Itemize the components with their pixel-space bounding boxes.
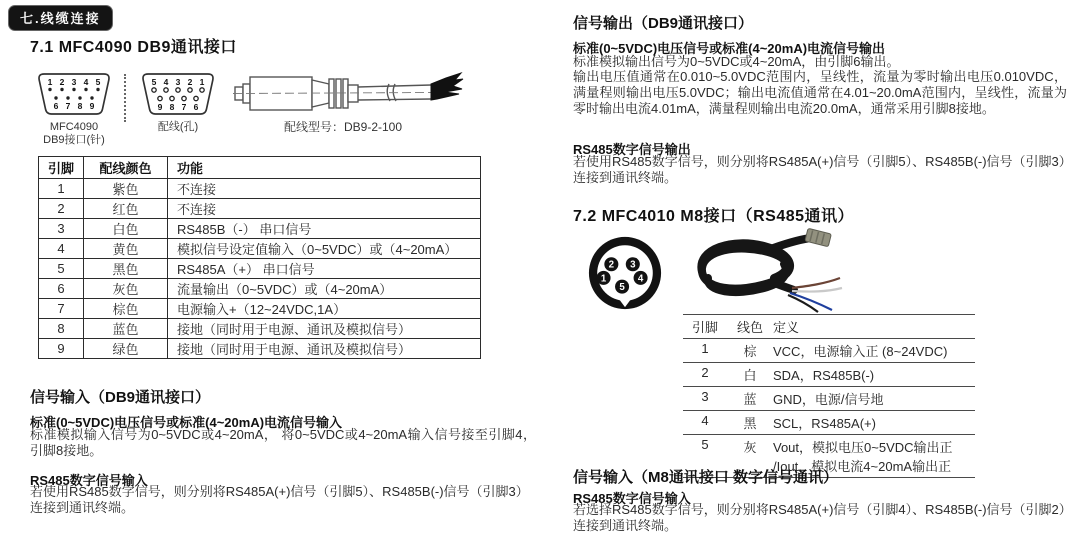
db9-pin-table xyxy=(38,156,481,359)
db9-cable-drawing xyxy=(233,66,465,120)
m8-connector-diagram xyxy=(586,233,664,313)
col-header-pin: 引脚 xyxy=(39,157,84,179)
socket-number: 2 xyxy=(187,77,193,87)
heading-7-1: 7.1 MFC4090 DB9通讯接口 xyxy=(30,39,237,56)
cell-color: 蓝色 xyxy=(84,319,168,339)
cell-color: 黑色 xyxy=(84,259,168,279)
cell-color: 紫色 xyxy=(84,179,168,199)
cell-pin: 6 xyxy=(39,279,84,299)
cell-pin: 1 xyxy=(683,339,727,363)
cell-function: 流量输出（0~5VDC）或（4~20mA） xyxy=(168,279,481,299)
cell-function: 不连接 xyxy=(168,179,481,199)
analog-input-body: 标准模拟输入信号为0~5VDC或4~20mA， 将0~5VDC或4~20mA输入信号接至引脚4，引脚8接地。 xyxy=(30,427,536,458)
m8-cable-photo xyxy=(672,226,848,314)
socket-number: 8 xyxy=(169,102,175,112)
db9-female-connector-diagram xyxy=(140,72,216,118)
m8-rs485-input-body: 若选择RS485数字信号，则分别将RS485A(+)信号（引脚4）、RS485B(-)信号（引脚2）连接到通讯终端。 xyxy=(573,502,1072,533)
table-row xyxy=(39,219,481,239)
cell-pin: 4 xyxy=(683,411,727,435)
cell-color: 灰色 xyxy=(84,279,168,299)
wire-brown xyxy=(792,278,840,288)
pin-number: 8 xyxy=(77,101,83,111)
table-row xyxy=(39,199,481,219)
analog-output-par: 输出电压值通常在0.010~5.0VDC范围内，呈线性，流量为零时输出电压0.010VDC，满量程则输出电压5.0VDC；输出电流值通常在4.01~20.0mA范围内，呈线性，流量为零时输出电流4.01mA，满量程则输出电流20.0mA，通常采用引脚8接地。 xyxy=(573,69,1067,116)
socket-number: 6 xyxy=(193,102,199,112)
m8-col-header-pin: 引脚 xyxy=(683,315,727,339)
col-header-function: 功能 xyxy=(168,157,481,179)
cell-def: GND，电源/信号地 xyxy=(773,387,975,411)
m8-rs485-input-heading: RS485数字信号输入 xyxy=(573,491,691,506)
dotted-separator xyxy=(124,74,126,122)
signal-output-db9-title: 信号输出（DB9通讯接口） xyxy=(573,15,754,32)
m8-pin-number: 3 xyxy=(630,259,636,271)
socket-number: 7 xyxy=(181,102,187,112)
pin-number: 7 xyxy=(65,101,71,111)
db9-male-label-line1: MFC4090 xyxy=(49,121,99,133)
section-badge: 七.线缆连接 xyxy=(8,5,113,31)
cell-pin: 8 xyxy=(39,319,84,339)
table-row xyxy=(39,279,481,299)
analog-output-line1: 标准模拟输出信号为0~5VDC或4~20mA，由引脚6输出。 xyxy=(573,54,900,69)
m8-pin-table xyxy=(683,314,975,478)
wire-white xyxy=(792,288,842,292)
table-row xyxy=(39,299,481,319)
socket-number: 5 xyxy=(151,77,157,87)
table-header-row xyxy=(683,315,975,339)
cell-color: 黄色 xyxy=(84,239,168,259)
cell-function: 不连接 xyxy=(168,199,481,219)
socket-number: 1 xyxy=(199,77,205,87)
cell-color: 灰 xyxy=(727,435,773,478)
cable-model-label: 配线型号：DB9-2-100 xyxy=(284,120,403,134)
table-row xyxy=(39,179,481,199)
pin-number: 3 xyxy=(71,77,77,87)
cell-pin: 3 xyxy=(39,219,84,239)
cell-color: 棕 xyxy=(727,339,773,363)
db9-male-connector-diagram xyxy=(36,72,112,118)
table-row xyxy=(683,363,975,387)
rs485-output-body: 若使用RS485数字信号，则分别将RS485A(+)信号（引脚5）、RS485B(-)信号（引脚3）连接到通讯终端。 xyxy=(573,154,1072,185)
cell-pin: 5 xyxy=(683,435,727,478)
signal-input-m8-title: 信号输入（M8通讯接口 数字信号通讯） xyxy=(573,469,839,486)
cell-def-line1: Vout，模拟电压0~5VDC输出正 xyxy=(773,440,953,455)
heading-7-2: 7.2 MFC4010 M8接口（RS485通讯） xyxy=(573,208,855,225)
cell-pin: 9 xyxy=(39,339,84,359)
cell-pin: 7 xyxy=(39,299,84,319)
cell-function: RS485A（+） 串口信号 xyxy=(168,259,481,279)
pin-number: 4 xyxy=(83,77,89,87)
cell-function: 模拟信号设定值输入（0~5VDC）或（4~20mA） xyxy=(168,239,481,259)
cell-def: SCL，RS485A(+) xyxy=(773,411,975,435)
table-row xyxy=(39,259,481,279)
cell-def: SDA，RS485B(-) xyxy=(773,363,975,387)
table-row xyxy=(39,319,481,339)
table-row xyxy=(39,339,481,359)
cell-function: RS485B（-） 串口信号 xyxy=(168,219,481,239)
cell-color: 蓝 xyxy=(727,387,773,411)
cell-pin: 5 xyxy=(39,259,84,279)
table-row xyxy=(39,239,481,259)
m8-pin-number: 1 xyxy=(600,273,607,285)
cell-pin: 3 xyxy=(683,387,727,411)
cell-color: 棕色 xyxy=(84,299,168,319)
cell-pin: 1 xyxy=(39,179,84,199)
cell-color: 绿色 xyxy=(84,339,168,359)
cell-color: 白 xyxy=(727,363,773,387)
pin-number: 2 xyxy=(59,77,65,87)
cell-pin: 2 xyxy=(683,363,727,387)
m8-plug-end xyxy=(805,228,831,246)
table-row xyxy=(683,387,975,411)
rs485-input-body: 若使用RS485数字信号，则分别将RS485A(+)信号（引脚5）、RS485B(-)信号（引脚3）连接到通讯终端。 xyxy=(30,484,529,515)
socket-number: 3 xyxy=(175,77,181,87)
cell-pin: 2 xyxy=(39,199,84,219)
m8-col-header-def: 定义 xyxy=(773,315,975,339)
m8-pin-number: 4 xyxy=(637,273,644,285)
analog-output-heading: 标准(0~5VDC)电压信号或标准(4~20mA)电流信号输出 xyxy=(573,41,886,56)
table-row xyxy=(683,339,975,363)
m8-pin-number: 2 xyxy=(608,259,615,271)
rs485-output-heading: RS485数字信号输出 xyxy=(573,142,691,157)
db9-male-label-line2: DB9接口(针) xyxy=(43,134,105,146)
table-row xyxy=(683,411,975,435)
frayed-cable-end xyxy=(431,73,463,100)
col-header-wire-color: 配线颜色 xyxy=(84,157,168,179)
socket-number: 4 xyxy=(163,77,169,87)
signal-input-db9-title: 信号输入（DB9通讯接口） xyxy=(30,389,211,406)
pin-number: 1 xyxy=(47,77,53,87)
m8-col-header-color: 线色 xyxy=(727,315,773,339)
analog-input-heading: 标准(0~5VDC)电压信号或标准(4~20mA)电流信号输入 xyxy=(30,415,343,430)
pin-number: 5 xyxy=(95,77,101,87)
cell-function: 电源输入+（12~24VDC,1A） xyxy=(168,299,481,319)
rs485-input-heading: RS485数字信号输入 xyxy=(30,473,148,488)
cell-function: 接地（同时用于电源、通讯及模拟信号） xyxy=(168,339,481,359)
m8-pin-number: 5 xyxy=(619,282,625,294)
cell-def: VCC，电源输入正 (8~24VDC) xyxy=(773,339,975,363)
pin-number: 6 xyxy=(53,101,59,111)
cell-color: 黑 xyxy=(727,411,773,435)
cell-def-line2: /Iout，模拟电流4~20mA输出正 xyxy=(773,459,952,474)
socket-number: 9 xyxy=(157,102,163,112)
pin-number: 9 xyxy=(89,101,95,111)
cell-color: 红色 xyxy=(84,199,168,219)
cell-pin: 4 xyxy=(39,239,84,259)
cell-color: 白色 xyxy=(84,219,168,239)
db9-female-label: 配线(孔) xyxy=(157,121,199,133)
cell-function: 接地（同时用于电源、通讯及模拟信号） xyxy=(168,319,481,339)
table-header-row xyxy=(39,157,481,179)
db9-male-label xyxy=(30,121,118,147)
